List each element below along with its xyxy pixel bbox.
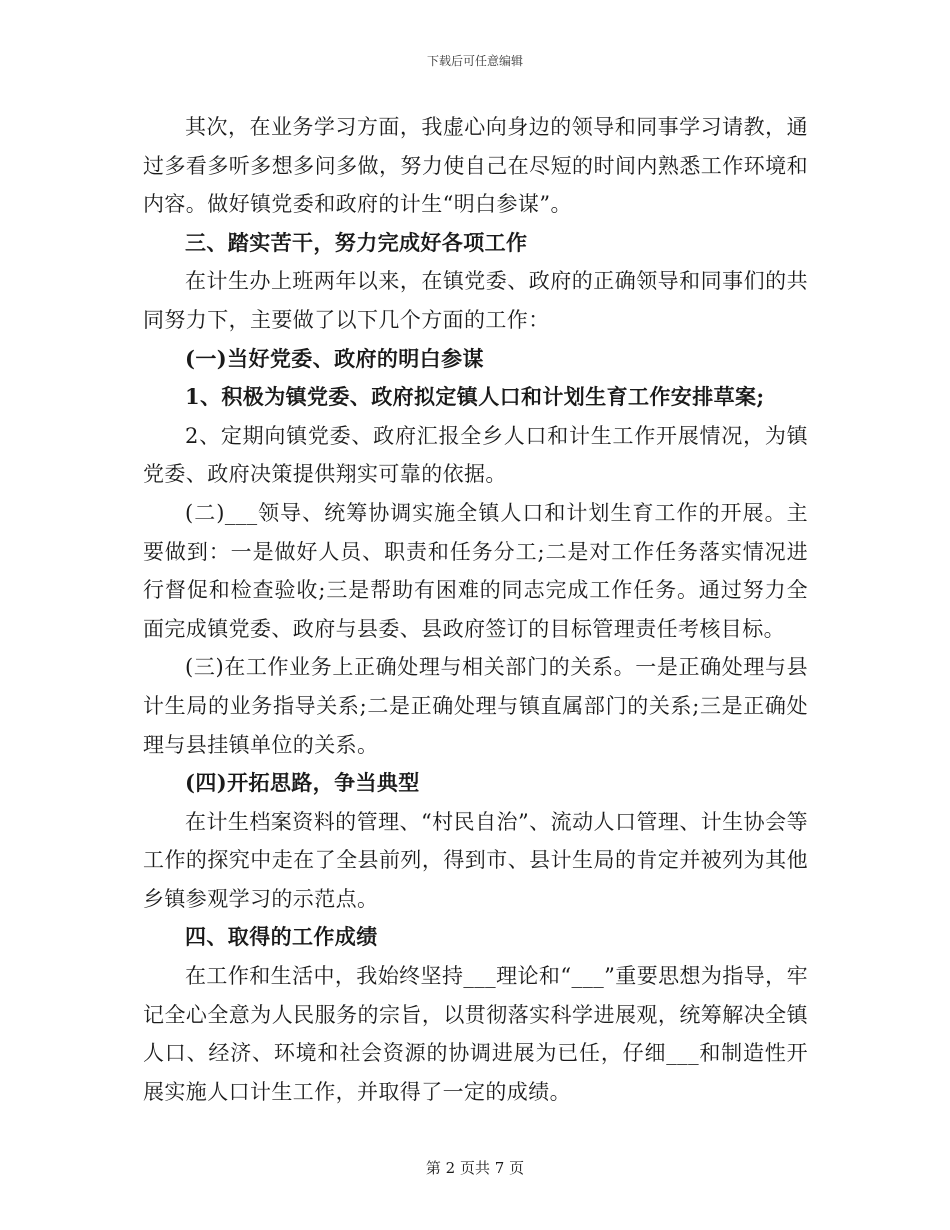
list-item-2: 2、定期向镇党委、政府汇报全乡人口和计生工作开展情况，为镇党委、政府决策提供翔实可靠的依据。 xyxy=(143,423,808,487)
paragraph-subsection-3: (三)在工作业务上正确处理与相关部门的关系。一是正确处理与县计生局的业务指导关系;二是正确处理与镇直属部门的关系;三是正确处理与县挂镇单位的关系。 xyxy=(143,655,808,757)
document-body xyxy=(143,108,808,1111)
paragraph-intro-work: 在计生办上班两年以来，在镇党委、政府的正确领导和同事们的共同努力下，主要做了以下几个方面的工作： xyxy=(143,269,808,332)
page-header: 下载后可任意编辑 xyxy=(426,54,523,68)
page-footer: 第 2 页共 7 页 xyxy=(425,1159,525,1177)
section-heading-3: 三、踏实苦干，努力完成好各项工作 xyxy=(185,229,528,255)
list-item-1: 1、积极为镇党委、政府拟定镇人口和计划生育工作安排草案; xyxy=(185,384,765,410)
paragraph-subsection-2: (二)___领导、统筹协调实施全镇人口和计划生育工作的开展。主要做到：一是做好人员、职责和任务分工;二是对工作任务落实情况进行督促和检查验收;三是帮助有困难的同志完成工作任务。通过努力全面完成镇党委、政府与县委、县政府签订的目标管理责任考核目标。 xyxy=(143,500,808,641)
section-heading-4: 四、取得的工作成绩 xyxy=(185,924,378,950)
paragraph-achievements: 在工作和生活中，我始终坚持___理论和“___”重要思想为指导，牢记全心全意为人民服务的宗旨，以贯彻落实科学进展观，统筹解决全镇人口、经济、环境和社会资源的协调进展为已任，仔细___和制造性开展实施人口计生工作，并取得了一定的成绩。 xyxy=(143,964,808,1104)
paragraph-subsection-4: 在计生档案资料的管理、“村民自治”、流动人口管理、计生协会等工作的探究中走在了全县前列，得到市、县计生局的肯定并被列为其他乡镇参观学习的示范点。 xyxy=(143,809,808,911)
subheading-4: (四)开拓思路，争当典型 xyxy=(185,770,420,796)
paragraph-study-business: 其次，在业务学习方面，我虚心向身边的领导和同事学习请教，通过多看多听多想多问多做，努力使自己在尽短的时间内熟悉工作环境和内容。做好镇党委和政府的计生“明白参谋”。 xyxy=(143,115,808,217)
subheading-1: (一)当好党委、政府的明白参谋 xyxy=(185,345,484,371)
